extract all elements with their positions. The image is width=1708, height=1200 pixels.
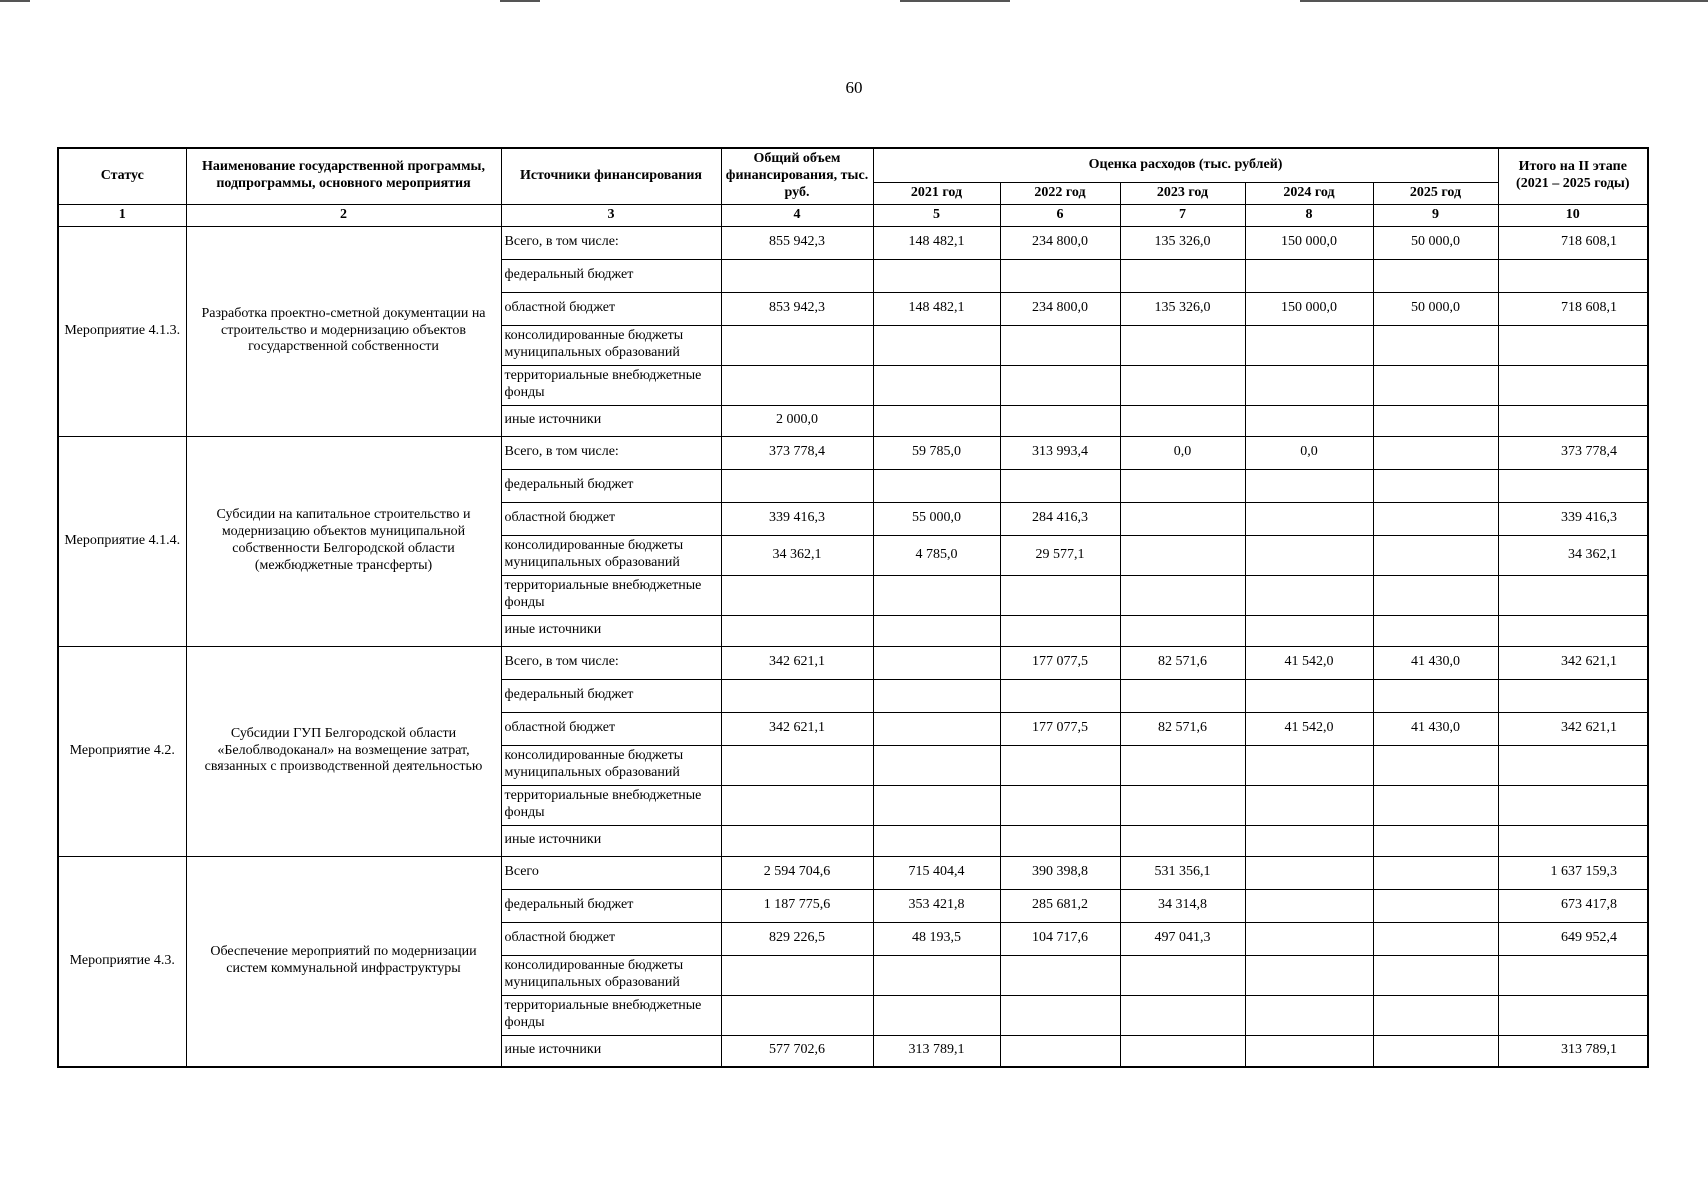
year-2025-cell [1373, 365, 1498, 405]
year-2023-cell: 135 326,0 [1120, 292, 1245, 325]
year-2023-cell [1120, 1035, 1245, 1067]
stage-total-cell [1498, 325, 1648, 365]
funding-source-cell: областной бюджет [501, 292, 721, 325]
col-header-year: 2024 год [1245, 182, 1373, 204]
col-header-estimate: Оценка расходов (тыс. рублей) [873, 148, 1498, 182]
year-2022-cell: 177 077,5 [1000, 646, 1120, 679]
total-cell [721, 785, 873, 825]
stage-total-cell [1498, 995, 1648, 1035]
year-2021-cell [873, 995, 1000, 1035]
year-2023-cell [1120, 615, 1245, 646]
table-row [58, 646, 1648, 679]
year-2022-cell: 284 416,3 [1000, 502, 1120, 535]
year-2025-cell [1373, 889, 1498, 922]
col-number: 4 [721, 204, 873, 226]
year-2025-cell [1373, 745, 1498, 785]
stage-total-cell [1498, 469, 1648, 502]
funding-source-cell: федеральный бюджет [501, 679, 721, 712]
year-2024-cell [1245, 955, 1373, 995]
year-2022-cell [1000, 365, 1120, 405]
year-2022-cell [1000, 995, 1120, 1035]
funding-source-cell: областной бюджет [501, 922, 721, 955]
year-2025-cell: 41 430,0 [1373, 712, 1498, 745]
total-cell: 829 226,5 [721, 922, 873, 955]
col-header-year: 2022 год [1000, 182, 1120, 204]
page-number: 60 [845, 78, 863, 97]
year-2023-cell [1120, 259, 1245, 292]
year-2024-cell [1245, 469, 1373, 502]
total-cell: 34 362,1 [721, 535, 873, 575]
year-2024-cell [1245, 1035, 1373, 1067]
col-header-total: Общий объем финансирования, тыс. руб. [721, 148, 873, 204]
year-2025-cell [1373, 436, 1498, 469]
total-cell [721, 575, 873, 615]
stage-total-cell [1498, 825, 1648, 856]
stage-total-cell: 673 417,8 [1498, 889, 1648, 922]
total-cell [721, 259, 873, 292]
total-cell: 342 621,1 [721, 646, 873, 679]
col-number: 8 [1245, 204, 1373, 226]
funding-source-cell: Всего, в том числе: [501, 436, 721, 469]
year-2021-cell: 148 482,1 [873, 226, 1000, 259]
funding-source-cell: территориальные внебюджетные фонды [501, 365, 721, 405]
year-2025-cell [1373, 575, 1498, 615]
year-2025-cell: 50 000,0 [1373, 226, 1498, 259]
status-cell: Мероприятие 4.1.3. [58, 226, 186, 436]
year-2025-cell [1373, 825, 1498, 856]
year-2024-cell [1245, 745, 1373, 785]
year-2024-cell [1245, 405, 1373, 436]
year-2023-cell [1120, 679, 1245, 712]
col-header-sources: Источники финансирования [501, 148, 721, 204]
year-2024-cell [1245, 535, 1373, 575]
year-2023-cell [1120, 405, 1245, 436]
year-2023-cell: 135 326,0 [1120, 226, 1245, 259]
year-2021-cell [873, 469, 1000, 502]
funding-source-cell: иные источники [501, 615, 721, 646]
year-2024-cell [1245, 679, 1373, 712]
stage-total-cell: 1 637 159,3 [1498, 856, 1648, 889]
year-2025-cell [1373, 679, 1498, 712]
total-cell: 2 594 704,6 [721, 856, 873, 889]
funding-source-cell: областной бюджет [501, 712, 721, 745]
year-2023-cell: 82 571,6 [1120, 712, 1245, 745]
total-cell: 2 000,0 [721, 405, 873, 436]
year-2025-cell [1373, 535, 1498, 575]
scan-edge [0, 0, 30, 2]
col-header-stage-total: Итого на II этапе (2021 – 2025 годы) [1498, 148, 1648, 204]
year-2022-cell [1000, 615, 1120, 646]
stage-total-cell: 313 789,1 [1498, 1035, 1648, 1067]
funding-source-cell: консолидированные бюджеты муниципальных образований [501, 955, 721, 995]
year-2024-cell: 41 542,0 [1245, 712, 1373, 745]
funding-source-cell: территориальные внебюджетные фонды [501, 995, 721, 1035]
year-2025-cell [1373, 856, 1498, 889]
year-2022-cell: 177 077,5 [1000, 712, 1120, 745]
year-2024-cell [1245, 259, 1373, 292]
year-2022-cell: 104 717,6 [1000, 922, 1120, 955]
funding-source-cell: территориальные внебюджетные фонды [501, 575, 721, 615]
stage-total-cell [1498, 365, 1648, 405]
year-2023-cell: 34 314,8 [1120, 889, 1245, 922]
year-2025-cell [1373, 995, 1498, 1035]
year-2025-cell [1373, 1035, 1498, 1067]
year-2022-cell [1000, 325, 1120, 365]
stage-total-cell [1498, 955, 1648, 995]
table-row [58, 436, 1648, 469]
col-number: 3 [501, 204, 721, 226]
year-2025-cell [1373, 615, 1498, 646]
year-2025-cell [1373, 469, 1498, 502]
year-2023-cell [1120, 955, 1245, 995]
year-2022-cell [1000, 825, 1120, 856]
total-cell: 853 942,3 [721, 292, 873, 325]
year-2023-cell [1120, 745, 1245, 785]
status-cell: Мероприятие 4.2. [58, 646, 186, 856]
funding-source-cell: Всего, в том числе: [501, 646, 721, 679]
year-2025-cell [1373, 502, 1498, 535]
year-2021-cell [873, 259, 1000, 292]
year-2025-cell [1373, 955, 1498, 995]
stage-total-cell: 339 416,3 [1498, 502, 1648, 535]
year-2022-cell [1000, 785, 1120, 825]
year-2021-cell: 4 785,0 [873, 535, 1000, 575]
year-2025-cell [1373, 785, 1498, 825]
funding-source-cell: Всего [501, 856, 721, 889]
year-2021-cell [873, 745, 1000, 785]
year-2024-cell [1245, 575, 1373, 615]
stage-total-cell: 373 778,4 [1498, 436, 1648, 469]
total-cell [721, 825, 873, 856]
year-2025-cell [1373, 922, 1498, 955]
year-2023-cell: 531 356,1 [1120, 856, 1245, 889]
total-cell [721, 995, 873, 1035]
year-2023-cell: 497 041,3 [1120, 922, 1245, 955]
year-2023-cell [1120, 502, 1245, 535]
year-2022-cell [1000, 745, 1120, 785]
year-2021-cell [873, 712, 1000, 745]
total-cell: 577 702,6 [721, 1035, 873, 1067]
program-name-cell: Обеспечение мероприятий по модернизации систем коммунальной инфраструктуры [186, 856, 501, 1067]
year-2024-cell: 150 000,0 [1245, 226, 1373, 259]
stage-total-cell: 34 362,1 [1498, 535, 1648, 575]
year-2024-cell: 150 000,0 [1245, 292, 1373, 325]
year-2024-cell [1245, 785, 1373, 825]
year-2022-cell [1000, 679, 1120, 712]
funding-source-cell: федеральный бюджет [501, 889, 721, 922]
stage-total-cell [1498, 405, 1648, 436]
status-cell: Мероприятие 4.1.4. [58, 436, 186, 646]
year-2021-cell: 148 482,1 [873, 292, 1000, 325]
scan-edge [500, 0, 540, 2]
year-2023-cell [1120, 469, 1245, 502]
year-2024-cell [1245, 365, 1373, 405]
year-2021-cell: 313 789,1 [873, 1035, 1000, 1067]
year-2024-cell [1245, 825, 1373, 856]
funding-source-cell: территориальные внебюджетные фонды [501, 785, 721, 825]
total-cell [721, 745, 873, 785]
year-2023-cell [1120, 575, 1245, 615]
stage-total-cell [1498, 785, 1648, 825]
stage-total-cell [1498, 615, 1648, 646]
col-header-year: 2021 год [873, 182, 1000, 204]
funding-source-cell: иные источники [501, 825, 721, 856]
year-2022-cell [1000, 469, 1120, 502]
year-2022-cell: 234 800,0 [1000, 226, 1120, 259]
year-2023-cell [1120, 785, 1245, 825]
stage-total-cell: 342 621,1 [1498, 646, 1648, 679]
table-row [58, 226, 1648, 259]
funding-source-cell: консолидированные бюджеты муниципальных образований [501, 745, 721, 785]
stage-total-cell: 718 608,1 [1498, 292, 1648, 325]
year-2024-cell [1245, 889, 1373, 922]
year-2021-cell: 48 193,5 [873, 922, 1000, 955]
col-header-status: Статус [58, 148, 186, 204]
year-2023-cell: 0,0 [1120, 436, 1245, 469]
year-2023-cell [1120, 825, 1245, 856]
col-number: 6 [1000, 204, 1120, 226]
year-2023-cell [1120, 365, 1245, 405]
year-2021-cell [873, 825, 1000, 856]
total-cell: 855 942,3 [721, 226, 873, 259]
col-number: 7 [1120, 204, 1245, 226]
year-2024-cell [1245, 856, 1373, 889]
year-2023-cell: 82 571,6 [1120, 646, 1245, 679]
col-number: 1 [58, 204, 186, 226]
col-number: 2 [186, 204, 501, 226]
status-cell: Мероприятие 4.3. [58, 856, 186, 1067]
col-number: 9 [1373, 204, 1498, 226]
col-header-year: 2023 год [1120, 182, 1245, 204]
year-2022-cell: 313 993,4 [1000, 436, 1120, 469]
funding-source-cell: федеральный бюджет [501, 259, 721, 292]
program-name-cell: Разработка проектно-сметной документации на строительство и модернизацию объектов государственной собственности [186, 226, 501, 436]
funding-source-cell: консолидированные бюджеты муниципальных образований [501, 325, 721, 365]
year-2024-cell [1245, 922, 1373, 955]
year-2021-cell [873, 679, 1000, 712]
total-cell [721, 325, 873, 365]
total-cell: 1 187 775,6 [721, 889, 873, 922]
total-cell [721, 365, 873, 405]
year-2021-cell [873, 325, 1000, 365]
funding-source-cell: консолидированные бюджеты муниципальных образований [501, 535, 721, 575]
year-2022-cell [1000, 405, 1120, 436]
scan-edge [900, 0, 1010, 2]
year-2021-cell: 59 785,0 [873, 436, 1000, 469]
stage-total-cell [1498, 259, 1648, 292]
total-cell [721, 955, 873, 995]
year-2022-cell: 285 681,2 [1000, 889, 1120, 922]
col-number: 5 [873, 204, 1000, 226]
stage-total-cell: 649 952,4 [1498, 922, 1648, 955]
funding-source-cell: иные источники [501, 405, 721, 436]
budget-table [57, 147, 1649, 1068]
year-2022-cell [1000, 955, 1120, 995]
total-cell: 339 416,3 [721, 502, 873, 535]
year-2021-cell [873, 365, 1000, 405]
year-2021-cell: 353 421,8 [873, 889, 1000, 922]
year-2024-cell: 41 542,0 [1245, 646, 1373, 679]
stage-total-cell [1498, 575, 1648, 615]
year-2024-cell [1245, 502, 1373, 535]
program-name-cell: Субсидии на капитальное строительство и модернизацию объектов муниципальной собственности Белгородской области (межбюджетные трансферты) [186, 436, 501, 646]
stage-total-cell [1498, 745, 1648, 785]
year-2023-cell [1120, 535, 1245, 575]
year-2021-cell [873, 575, 1000, 615]
total-cell [721, 615, 873, 646]
col-number: 10 [1498, 204, 1648, 226]
year-2024-cell [1245, 995, 1373, 1035]
col-header-year: 2025 год [1373, 182, 1498, 204]
stage-total-cell [1498, 679, 1648, 712]
funding-source-cell: федеральный бюджет [501, 469, 721, 502]
total-cell [721, 679, 873, 712]
year-2025-cell [1373, 405, 1498, 436]
program-name-cell: Субсидии ГУП Белгородской области «Белоблводоканал» на возмещение затрат, связанных с производственной деятельностью [186, 646, 501, 856]
col-header-name: Наименование государственной программы, подпрограммы, основного мероприятия [186, 148, 501, 204]
stage-total-cell: 342 621,1 [1498, 712, 1648, 745]
total-cell [721, 469, 873, 502]
year-2025-cell: 50 000,0 [1373, 292, 1498, 325]
year-2025-cell [1373, 259, 1498, 292]
year-2021-cell: 55 000,0 [873, 502, 1000, 535]
stage-total-cell: 718 608,1 [1498, 226, 1648, 259]
year-2025-cell: 41 430,0 [1373, 646, 1498, 679]
funding-source-cell: иные источники [501, 1035, 721, 1067]
table-row [58, 856, 1648, 889]
year-2021-cell [873, 405, 1000, 436]
year-2024-cell: 0,0 [1245, 436, 1373, 469]
year-2023-cell [1120, 995, 1245, 1035]
year-2022-cell: 234 800,0 [1000, 292, 1120, 325]
total-cell: 342 621,1 [721, 712, 873, 745]
year-2023-cell [1120, 325, 1245, 365]
year-2024-cell [1245, 325, 1373, 365]
year-2022-cell [1000, 259, 1120, 292]
year-2024-cell [1245, 615, 1373, 646]
total-cell: 373 778,4 [721, 436, 873, 469]
year-2021-cell [873, 955, 1000, 995]
year-2021-cell [873, 615, 1000, 646]
funding-source-cell: областной бюджет [501, 502, 721, 535]
year-2022-cell: 390 398,8 [1000, 856, 1120, 889]
year-2022-cell: 29 577,1 [1000, 535, 1120, 575]
year-2022-cell [1000, 575, 1120, 615]
year-2021-cell [873, 646, 1000, 679]
scan-edge [1300, 0, 1708, 2]
year-2022-cell [1000, 1035, 1120, 1067]
year-2021-cell: 715 404,4 [873, 856, 1000, 889]
year-2021-cell [873, 785, 1000, 825]
funding-source-cell: Всего, в том числе: [501, 226, 721, 259]
year-2025-cell [1373, 325, 1498, 365]
